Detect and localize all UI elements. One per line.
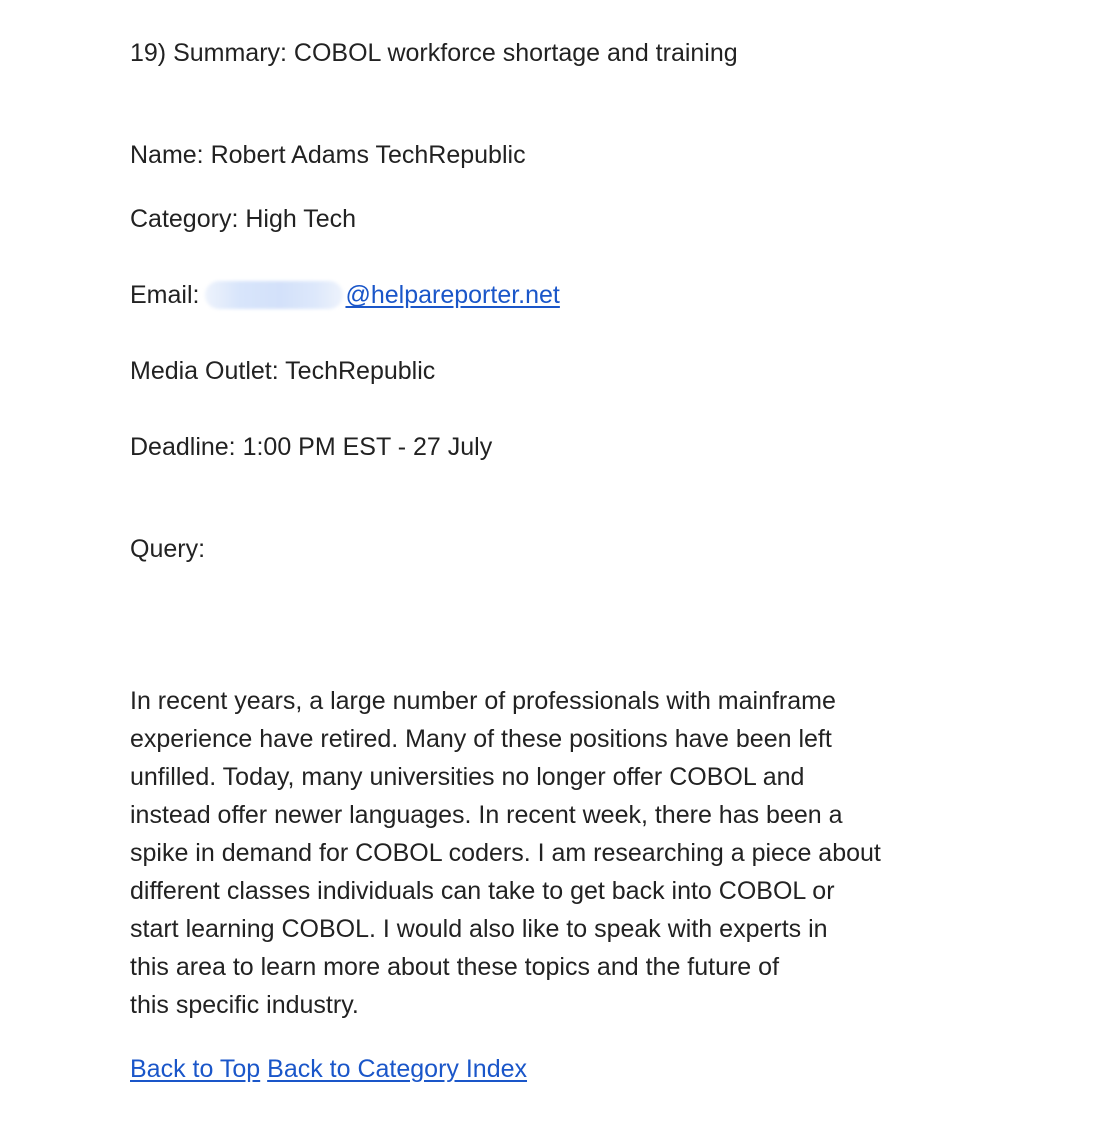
redacted-email-username	[205, 281, 343, 309]
reporter-name: Name: Robert Adams TechRepublic	[130, 141, 526, 169]
query-text-line: different classes individuals can take to get back into COBOL or	[130, 877, 835, 905]
footer-navigation	[130, 1054, 527, 1084]
query-summary-heading: 19) Summary: COBOL workforce shortage and training	[130, 39, 738, 67]
email-domain-link[interactable]: @helpareporter.net	[345, 281, 560, 309]
query-label: Query:	[130, 535, 206, 563]
back-to-top-link[interactable]: Back to Top	[130, 1055, 261, 1083]
query-deadline: Deadline: 1:00 PM EST - 27 July	[130, 433, 493, 461]
email-label: Email:	[130, 281, 200, 309]
back-to-category-index-link[interactable]: Back to Category Index	[267, 1055, 528, 1083]
reporter-email-row	[130, 280, 560, 310]
query-text-line: this specific industry.	[130, 991, 359, 1019]
query-text-line: instead offer newer languages. In recent week, there has been a	[130, 801, 843, 829]
query-text-line: spike in demand for COBOL coders. I am researching a piece about	[130, 839, 881, 867]
query-text-line: start learning COBOL. I would also like to speak with experts in	[130, 915, 828, 943]
query-text-line: experience have retired. Many of these positions have been left	[130, 725, 832, 753]
query-text-line: this area to learn more about these topics and the future of	[130, 953, 780, 981]
query-text	[130, 686, 881, 1028]
query-category: Category: High Tech	[130, 205, 357, 233]
query-text-line: unfilled. Today, many universities no longer offer COBOL and	[130, 763, 805, 791]
query-text-line: In recent years, a large number of professionals with mainframe	[130, 687, 836, 715]
media-outlet: Media Outlet: TechRepublic	[130, 357, 436, 385]
